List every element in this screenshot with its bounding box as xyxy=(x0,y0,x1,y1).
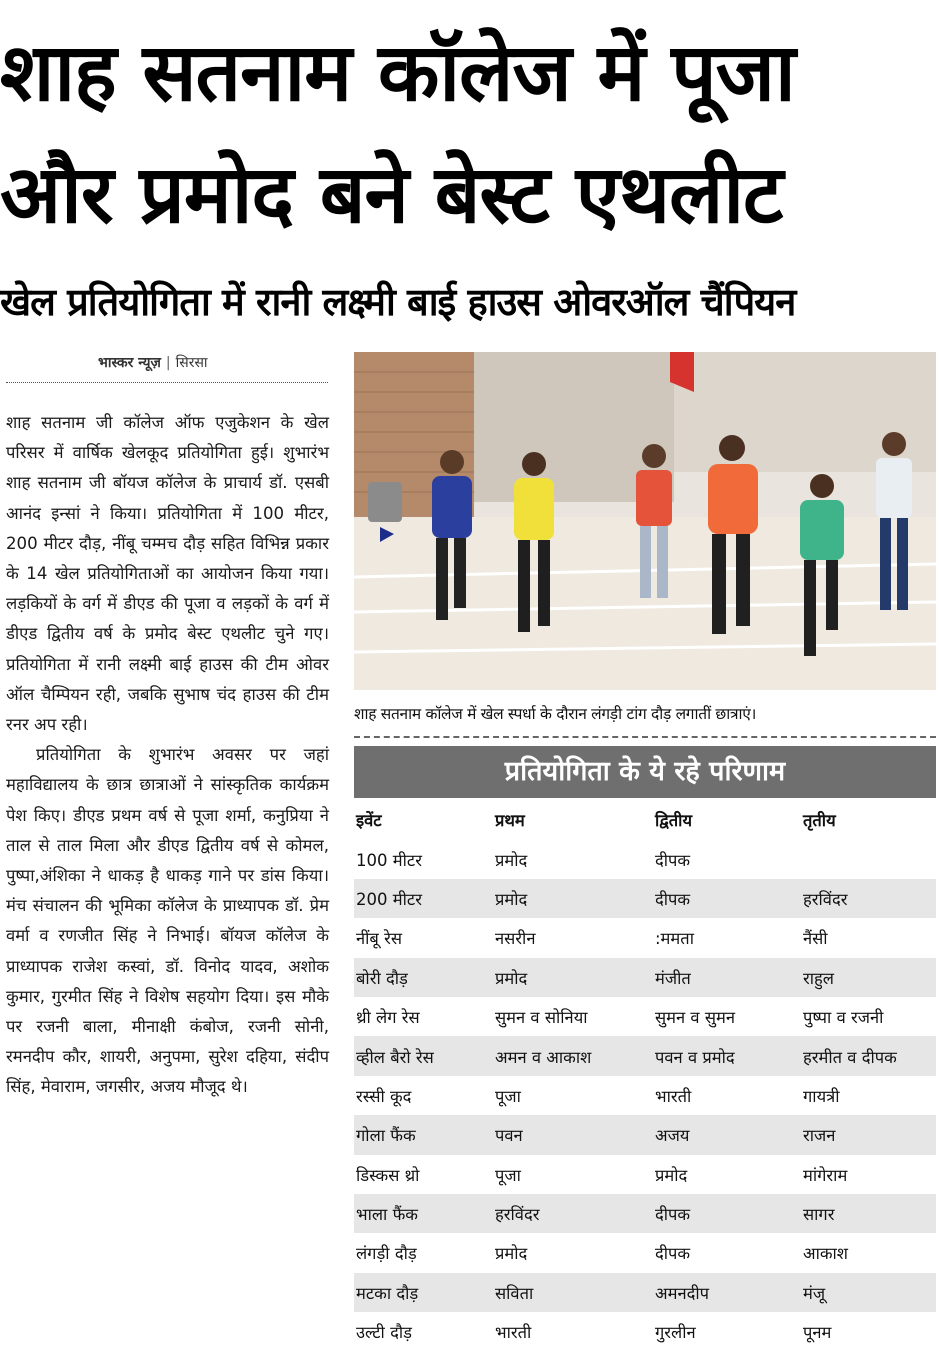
third-place-cell: मंजू xyxy=(801,1273,936,1312)
second-place-cell: गुरलीन xyxy=(653,1312,801,1351)
event-cell: नींबू रेस xyxy=(354,918,493,957)
second-place-cell: अमनदीप xyxy=(653,1273,801,1312)
byline-bureau: भास्कर न्यूज़ xyxy=(98,355,161,371)
byline-divider xyxy=(6,382,328,383)
first-place-cell: अमन व आकाश xyxy=(493,1036,653,1075)
subheadline: खेल प्रतियोगिता में रानी लक्ष्मी बाई हाउस ओवरऑल चैंपियन xyxy=(0,280,796,324)
second-place-cell: अजय xyxy=(653,1115,801,1154)
table-row xyxy=(354,1194,936,1233)
column-header-second: द्वितीय xyxy=(653,800,801,839)
second-place-cell: पवन व प्रमोद xyxy=(653,1036,801,1075)
first-place-cell: पूजा xyxy=(493,1155,653,1194)
article-paragraph-1: शाह सतनाम जी कॉलेज ऑफ एजुकेशन के खेल परिसर में वार्षिक खेलकूद प्रतियोगिता हुई। शुभारंभ शाह सतनाम जी बॉयज कॉलेज के प्राचार्य डॉ. एसबी आनंद इन्सां ने किया। प्रतियोगिता में 100 मीटर, 200 मीटर दौड़, नींबू चम्मच दौड़ सहित विभिन्न प्रकार के 14 खेल प्रतियोगिताओं का आयोजन किया गया। लड़कियों के वर्ग में डीएड की पूजा व लड़कों के वर्ग में डीएड द्वितीय वर्ष के प्रमोद बेस्ट एथलीट चुने गए। प्रतियोगिता में रानी लक्ष्मी बाई हाउस की टीम ओवर ऑल चैम्पियन रही, जबकि सुभाष चंद हाउस की टीम रनर अप रही। xyxy=(6,413,329,735)
second-place-cell: दीपक xyxy=(653,879,801,918)
second-place-cell: दीपक xyxy=(653,1194,801,1233)
table-row xyxy=(354,997,936,1036)
second-place-cell: मंजीत xyxy=(653,958,801,997)
event-cell: थ्री लेग रेस xyxy=(354,997,493,1036)
third-place-cell: सागर xyxy=(801,1194,936,1233)
results-title: प्रतियोगिता के ये रहे परिणाम xyxy=(354,746,936,798)
third-place-cell: हरविंदर xyxy=(801,879,936,918)
third-place-cell: नैंसी xyxy=(801,918,936,957)
first-place-cell: पूजा xyxy=(493,1076,653,1115)
event-cell: उल्टी दौड़ xyxy=(354,1312,493,1351)
table-row xyxy=(354,1115,936,1154)
athletics-photo-illustration xyxy=(354,352,936,690)
headline-line-2: और प्रमोद बने बेस्ट एथलीट xyxy=(0,148,783,241)
third-place-cell: पुष्पा व रजनी xyxy=(801,997,936,1036)
event-cell: लंगड़ी दौड़ xyxy=(354,1233,493,1272)
table-row xyxy=(354,1076,936,1115)
event-cell: भाला फैंक xyxy=(354,1194,493,1233)
first-place-cell: भारती xyxy=(493,1312,653,1351)
second-place-cell: :ममता xyxy=(653,918,801,957)
third-place-cell: हरमीत व दीपक xyxy=(801,1036,936,1075)
byline-separator: | xyxy=(165,355,171,371)
column-header-first: प्रथम xyxy=(493,800,653,839)
event-cell: मटका दौड़ xyxy=(354,1273,493,1312)
results-table xyxy=(354,800,936,1351)
second-place-cell: प्रमोद xyxy=(653,1155,801,1194)
byline xyxy=(98,352,208,374)
caption-divider xyxy=(354,736,936,738)
first-place-cell: प्रमोद xyxy=(493,839,653,878)
first-place-cell: प्रमोद xyxy=(493,879,653,918)
event-cell: 100 मीटर xyxy=(354,839,493,878)
third-place-cell: राहुल xyxy=(801,958,936,997)
first-place-cell: प्रमोद xyxy=(493,958,653,997)
third-place-cell: गायत्री xyxy=(801,1076,936,1115)
headline-line-1: शाह सतनाम कॉलेज में पूजा xyxy=(0,26,795,119)
table-row xyxy=(354,879,936,918)
first-place-cell: सविता xyxy=(493,1273,653,1312)
second-place-cell: दीपक xyxy=(653,839,801,878)
table-row xyxy=(354,1273,936,1312)
first-place-cell: पवन xyxy=(493,1115,653,1154)
photo-caption: शाह सतनाम कॉलेज में खेल स्पर्धा के दौरान लंगड़ी टांग दौड़ लगातीं छात्राएं। xyxy=(354,705,757,723)
first-place-cell: प्रमोद xyxy=(493,1233,653,1272)
second-place-cell: सुमन व सुमन xyxy=(653,997,801,1036)
table-row xyxy=(354,1233,936,1272)
first-place-cell: नसरीन xyxy=(493,918,653,957)
third-place-cell: आकाश xyxy=(801,1233,936,1272)
athletics-photo xyxy=(354,352,936,690)
event-cell: बोरी दौड़ xyxy=(354,958,493,997)
third-place-cell: मांगेराम xyxy=(801,1155,936,1194)
third-place-cell xyxy=(801,839,936,878)
third-place-cell: पूनम xyxy=(801,1312,936,1351)
event-cell: डिस्कस थ्रो xyxy=(354,1155,493,1194)
first-place-cell: हरविंदर xyxy=(493,1194,653,1233)
event-cell: गोला फैंक xyxy=(354,1115,493,1154)
second-place-cell: दीपक xyxy=(653,1233,801,1272)
table-row xyxy=(354,918,936,957)
article-paragraph-2: प्रतियोगिता के शुभारंभ अवसर पर जहां महाविद्यालय के छात्र छात्राओं ने सांस्कृतिक कार्यक्रम पेश किए। डीएड प्रथम वर्ष से पूजा शर्मा, कनुप्रिया ने ताल से ताल मिला और डीएड द्वितीय वर्ष से कोमल, पुष्पा,अंशिका ने धाकड़ है धाकड़ गाने पर डांस किया। मंच संचालन की भूमिका कॉलेज के प्राध्यापक डॉ. प्रेम वर्मा व रणजीत सिंह ने निभाई। बॉयज कॉलेज के प्राध्यापक राजेश कस्वां, डॉ. विनोद यादव, अशोक कुमार, गुरमीत सिंह ने विशेष सहयोग दिया। इस मौके पर रजनी बाला, मीनाक्षी कंबोज, रजनी सोनी, रमनदीप कौर, शायरी, अनुपमा, सुरेश दहिया, संदीप सिंह, मेवाराम, जगसीर, अजय मौजूद थे। xyxy=(6,745,329,1097)
second-place-cell: भारती xyxy=(653,1076,801,1115)
event-cell: 200 मीटर xyxy=(354,879,493,918)
event-cell: रस्सी कूद xyxy=(354,1076,493,1115)
table-row xyxy=(354,1036,936,1075)
third-place-cell: राजन xyxy=(801,1115,936,1154)
byline-location: सिरसा xyxy=(175,355,208,371)
table-row xyxy=(354,1155,936,1194)
table-row xyxy=(354,1312,936,1351)
event-cell: व्हील बैरो रेस xyxy=(354,1036,493,1075)
results-header-row xyxy=(354,800,936,839)
article-body xyxy=(6,408,329,1103)
column-header-third: तृतीय xyxy=(801,800,936,839)
table-row xyxy=(354,958,936,997)
first-place-cell: सुमन व सोनिया xyxy=(493,997,653,1036)
column-header-event: इवेंट xyxy=(354,800,493,839)
table-row xyxy=(354,839,936,878)
